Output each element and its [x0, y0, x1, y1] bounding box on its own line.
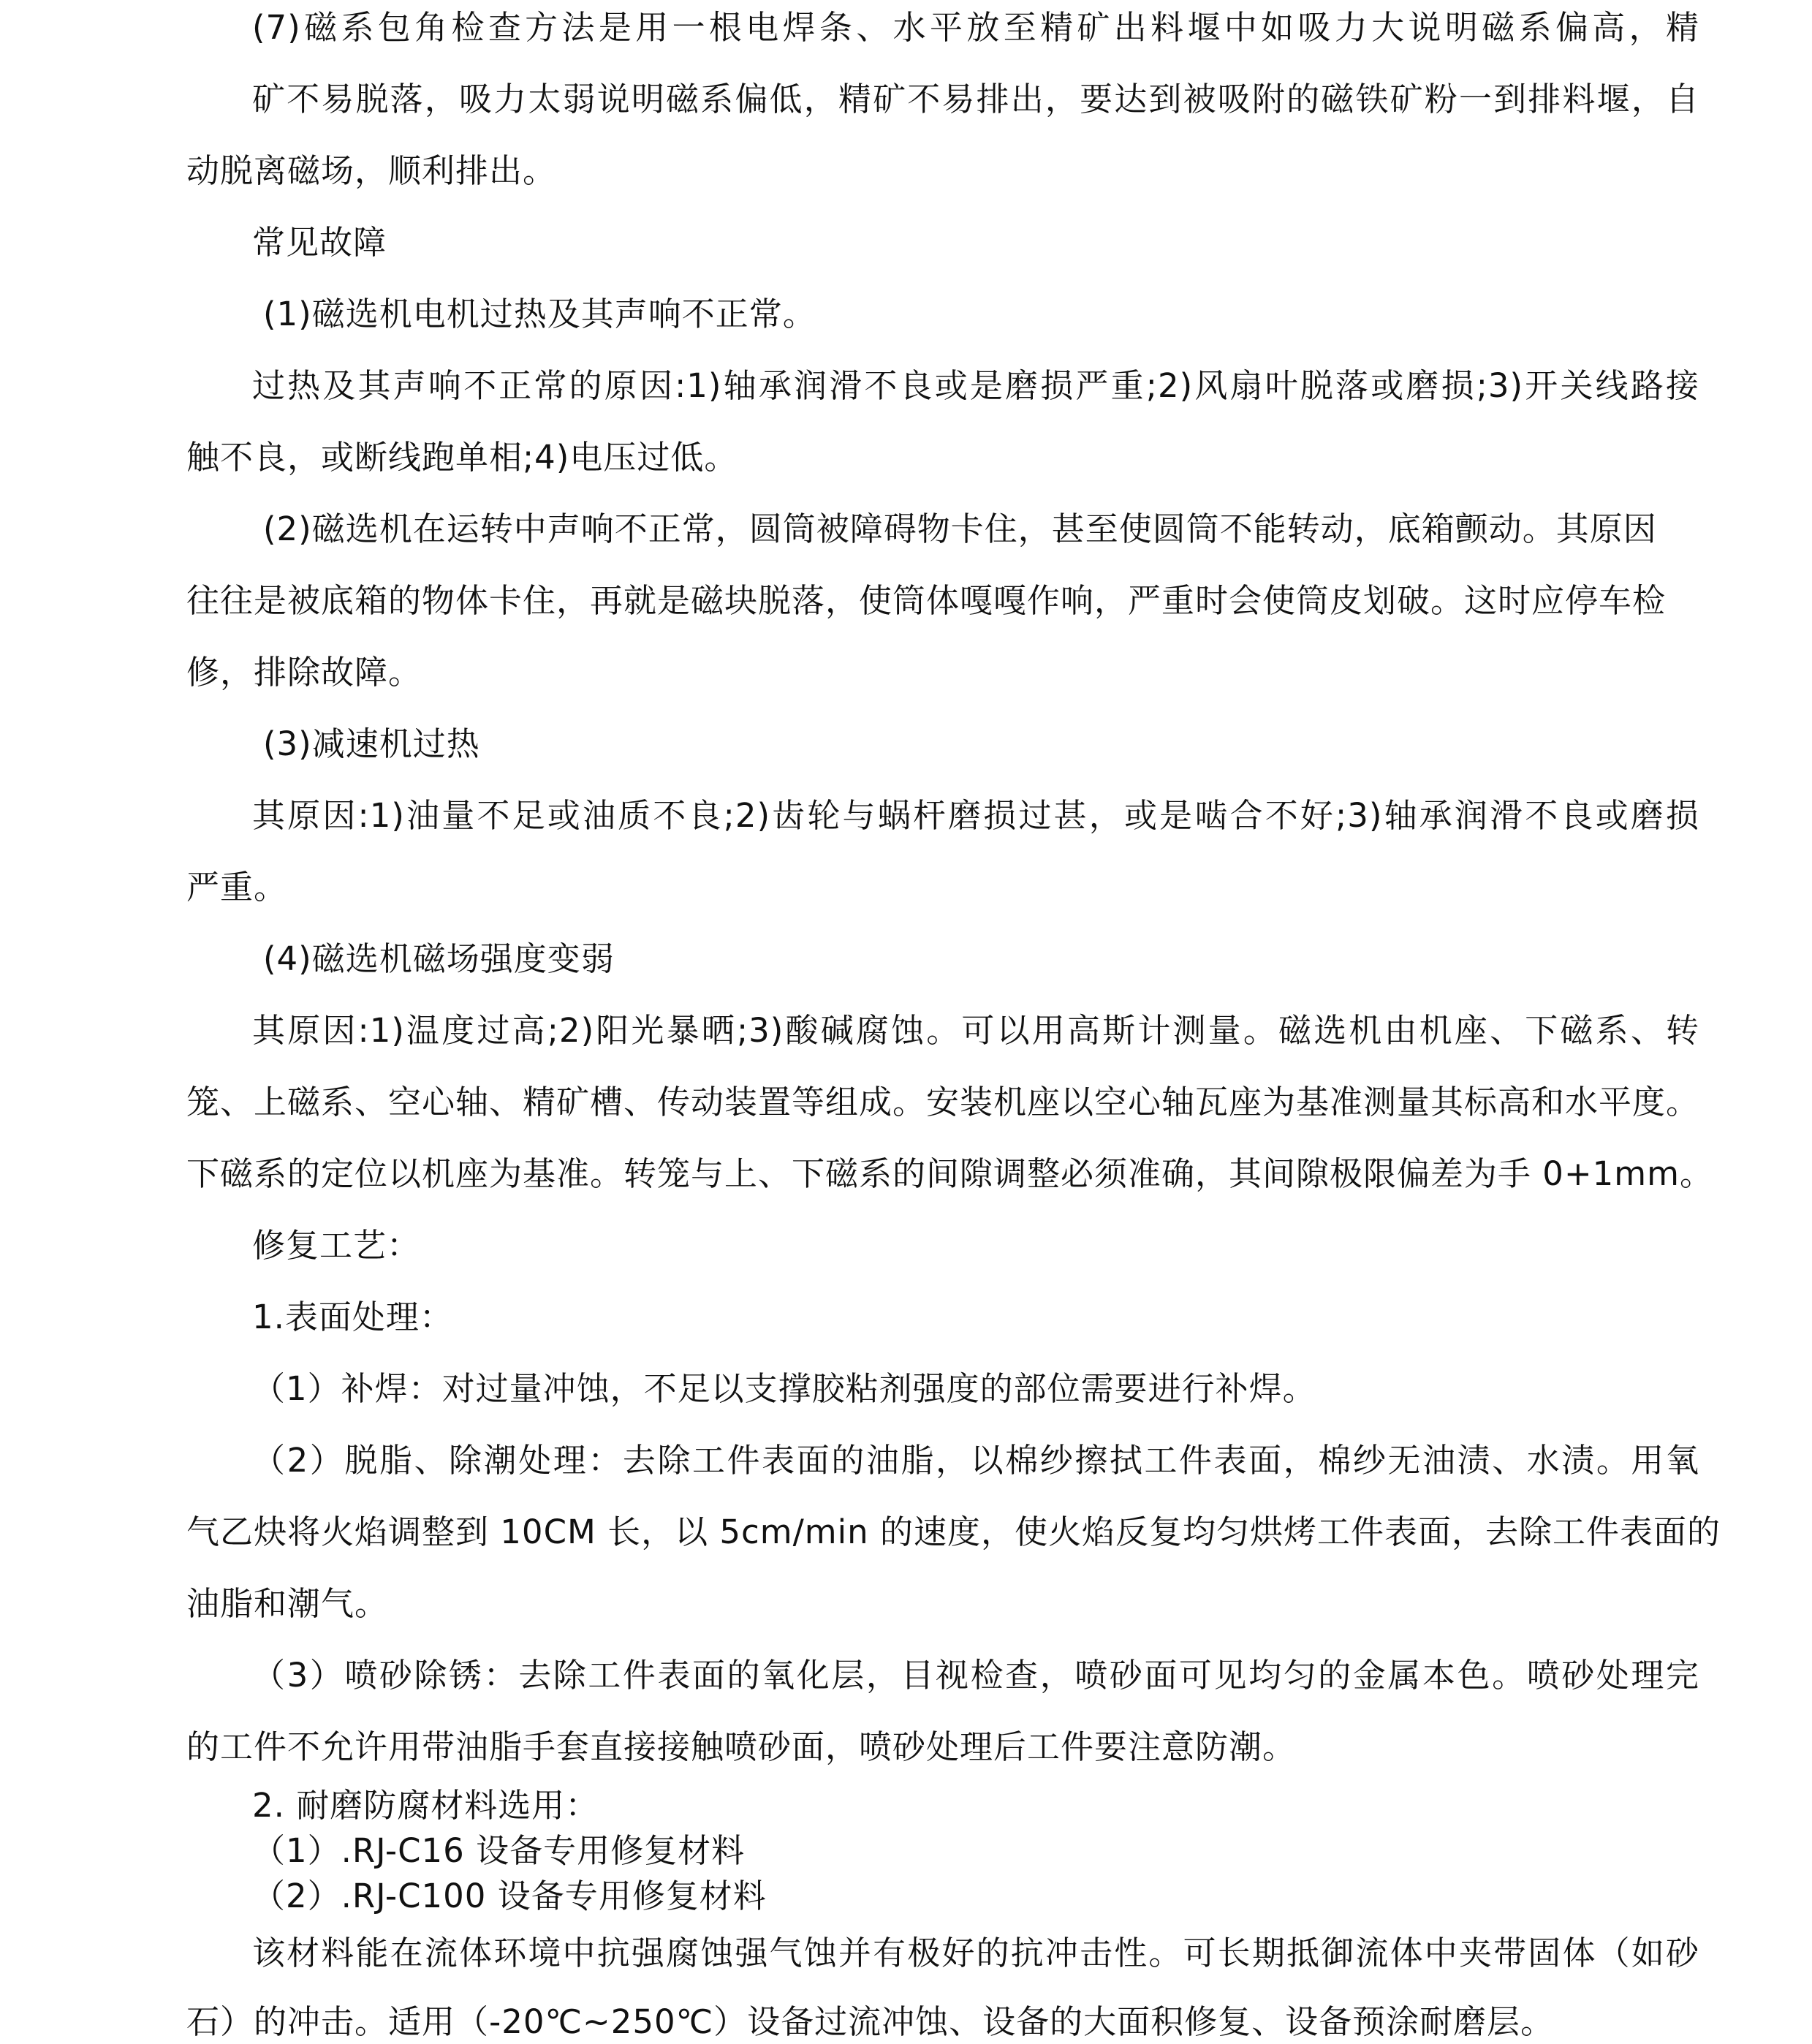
paragraph-line: 其原因:1)油量不足或油质不良;2)齿轮与蜗杆磨损过甚，或是啮合不好;3)轴承润滑不良或磨损 — [252, 796, 1699, 835]
paragraph-line: (7)磁系包角检查方法是用一根电焊条、水平放至精矿出料堰中如吸力大说明磁系偏高，精 — [252, 8, 1699, 47]
paragraph-line: 其原因:1)温度过高;2)阳光暴晒;3)酸碱腐蚀。可以用高斯计测量。磁选机由机座、下磁系、转 — [252, 1011, 1699, 1050]
paragraph-line: 笼、上磁系、空心轴、精矿槽、传动装置等组成。安装机座以空心轴瓦座为基准测量其标高和水平度。 — [186, 1083, 1700, 1121]
section-heading: 常见故障 — [252, 223, 387, 262]
paragraph-line: (4)磁选机磁场强度变弱 — [263, 939, 615, 978]
list-item: （2）.RJ-C100 设备专用修复材料 — [252, 1877, 767, 1915]
paragraph-line: (1)磁选机电机过热及其声响不正常。 — [263, 295, 816, 333]
section-heading: 2. 耐磨防腐材料选用： — [252, 1786, 599, 1825]
paragraph-line: 严重。 — [186, 868, 288, 906]
paragraph-line: 石）的冲击。适用（-20℃~250℃）设备过流冲蚀、设备的大面积修复、设备预涂耐磨层。 — [186, 2002, 1555, 2041]
paragraph-line: 过热及其声响不正常的原因:1)轴承润滑不良或是磨损严重;2)风扇叶脱落或磨损;3)开关线路接 — [252, 366, 1699, 405]
paragraph-line: (3)减速机过热 — [263, 724, 480, 763]
paragraph-line: 往往是被底箱的物体卡住，再就是磁块脱落，使筒体嘎嘎作响，严重时会使筒皮划破。这时应停车检 — [186, 581, 1667, 620]
paragraph-line: （3）喷砂除锈：去除工件表面的氧化层，目视检查，喷砂面可见均匀的金属本色。喷砂处理完 — [252, 1656, 1699, 1695]
paragraph-line: 触不良，或断线跑单相;4)电压过低。 — [186, 438, 738, 477]
paragraph-line: 气乙炔将火焰调整到 10CM 长，以 5cm/min 的速度，使火焰反复均匀烘烤工件表面，去除工件表面的 — [186, 1513, 1721, 1551]
paragraph-line: 修，排除故障。 — [186, 653, 422, 692]
paragraph-line: (2)磁选机在运转中声响不正常，圆筒被障碍物卡住，甚至使圆筒不能转动，底箱颤动。其原因 — [263, 510, 1657, 548]
paragraph-line: 的工件不允许用带油脂手套直接接触喷砂面，喷砂处理后工件要注意防潮。 — [186, 1727, 1297, 1766]
section-heading: 1.表面处理： — [252, 1298, 453, 1336]
paragraph-line: 下磁系的定位以机座为基准。转笼与上、下磁系的间隙调整必须准确，其间隙极限偏差为手 0+1mm。 — [186, 1154, 1713, 1193]
paragraph-line: 该材料能在流体环境中抗强腐蚀强气蚀并有极好的抗冲击性。可长期抵御流体中夹带固体（如砂 — [252, 1934, 1699, 1972]
paragraph-line: 动脱离磁场，顺利排出。 — [186, 151, 557, 190]
paragraph-line: 油脂和潮气。 — [186, 1584, 389, 1623]
paragraph-line: 矿不易脱落，吸力太弱说明磁系偏低，精矿不易排出，要达到被吸附的磁铁矿粉一到排料堰，自 — [252, 80, 1699, 118]
paragraph-line: （1）补焊：对过量冲蚀，不足以支撑胶粘剂强度的部位需要进行补焊。 — [252, 1369, 1316, 1408]
paragraph-line: （2）脱脂、除潮处理：去除工件表面的油脂，以棉纱擦拭工件表面，棉纱无油渍、水渍。用氧 — [252, 1441, 1699, 1480]
list-item: （1）.RJ-C16 设备专用修复材料 — [252, 1831, 746, 1870]
section-heading: 修复工艺： — [252, 1226, 421, 1265]
